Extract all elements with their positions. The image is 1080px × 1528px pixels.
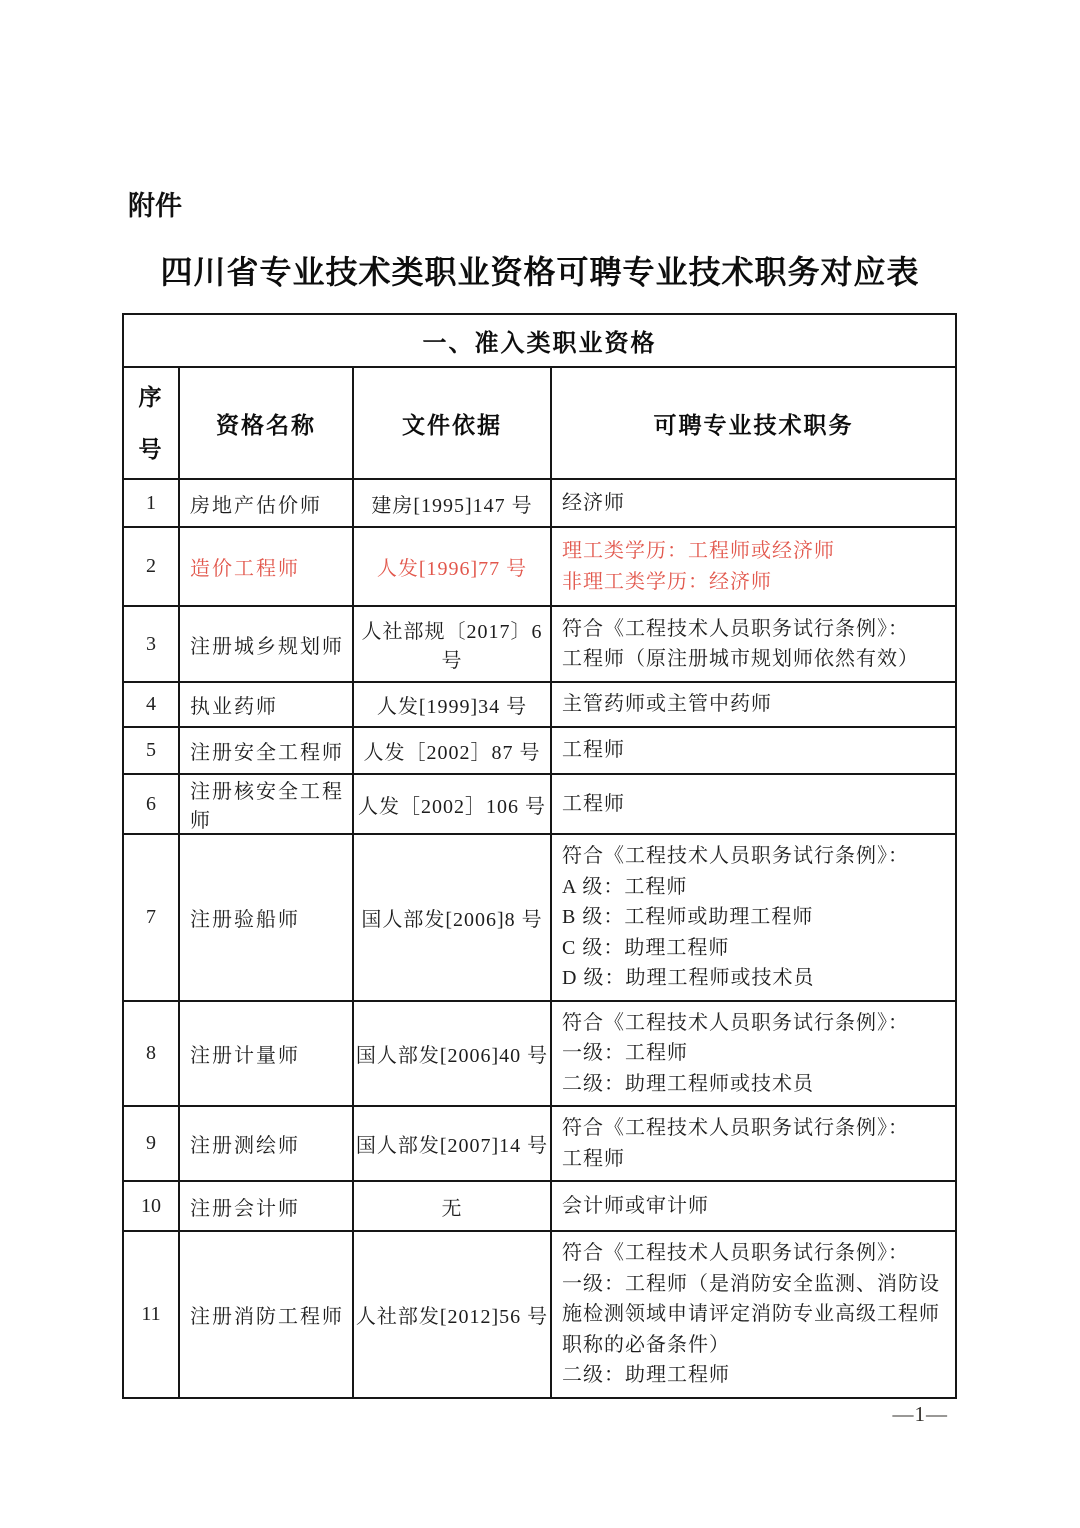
positions-cell xyxy=(551,479,956,527)
column-header-basis: 文件依据 xyxy=(353,367,551,479)
qualification-name-cell: 注册验船师 xyxy=(179,834,353,1001)
position-line: A 级：工程师 xyxy=(562,875,688,898)
document-basis-cell: 人发［2002］106 号 xyxy=(353,774,551,834)
document-basis-cell: 国人部发[2007]14 号 xyxy=(353,1106,551,1181)
position-line: 主管药师或主管中药师 xyxy=(562,693,772,716)
table-row xyxy=(123,774,956,834)
table-row xyxy=(123,834,956,1001)
column-header-no-line2: 号 xyxy=(138,436,164,462)
position-line: 符合《工程技术人员职务试行条例》： xyxy=(562,1117,909,1139)
positions-cell xyxy=(551,527,956,606)
qualification-table xyxy=(122,313,957,1399)
table-head xyxy=(123,314,956,479)
row-number-cell: 8 xyxy=(123,1001,179,1107)
row-number-cell: 11 xyxy=(123,1231,179,1398)
positions-cell xyxy=(551,727,956,774)
document-basis-cell: 人社部发[2012]56 号 xyxy=(353,1231,551,1398)
position-line: 符合《工程技术人员职务试行条例》： xyxy=(562,1011,909,1034)
document-basis-cell: 人发[1996]77 号 xyxy=(353,527,551,606)
table-row xyxy=(123,606,956,682)
position-line: 二级：助理工程师或技术员 xyxy=(562,1072,814,1095)
positions-cell xyxy=(551,1001,956,1107)
qualification-name-cell: 注册测绘师 xyxy=(179,1106,353,1181)
qualification-name-cell: 造价工程师 xyxy=(179,527,353,606)
position-line: 工程师 xyxy=(562,792,625,815)
section-title-row xyxy=(123,314,956,367)
row-number-cell: 10 xyxy=(123,1181,179,1231)
row-number-cell: 7 xyxy=(123,834,179,1001)
qualification-name-cell: 房地产估价师 xyxy=(179,479,353,527)
table-row xyxy=(123,1106,956,1181)
attachment-label: 附件 xyxy=(128,191,182,221)
table-body xyxy=(123,479,956,1398)
table-row xyxy=(123,1001,956,1107)
positions-cell xyxy=(551,1181,956,1231)
qualification-name-cell: 注册消防工程师 xyxy=(179,1231,353,1398)
column-header-name: 资格名称 xyxy=(179,367,353,479)
column-header-row xyxy=(123,367,956,479)
positions-cell xyxy=(551,606,956,682)
positions-cell xyxy=(551,774,956,834)
positions-cell xyxy=(551,1231,956,1398)
position-line: C 级：助理工程师 xyxy=(562,936,730,959)
document-basis-cell: 无 xyxy=(353,1181,551,1231)
position-line: 非理工类学历：经济师 xyxy=(562,570,772,593)
table-section-title: 一、准入类职业资格 xyxy=(123,314,956,367)
position-line: 符合《工程技术人员职务试行条例》： xyxy=(562,617,909,640)
qualification-name-cell: 注册会计师 xyxy=(179,1181,353,1231)
document-title: 四川省专业技术类职业资格可聘专业技术职务对应表 xyxy=(160,254,920,290)
document-basis-cell: 人发［2002］87 号 xyxy=(353,727,551,774)
position-line: 一级：工程师 xyxy=(562,1042,688,1064)
row-number-cell: 3 xyxy=(123,606,179,682)
qualification-name-cell: 注册安全工程师 xyxy=(179,727,353,774)
position-line: 二级：助理工程师 xyxy=(562,1364,730,1386)
position-line: 会计师或审计师 xyxy=(562,1194,709,1217)
positions-cell xyxy=(551,1106,956,1181)
document-basis-cell: 国人部发[2006]8 号 xyxy=(353,834,551,1001)
position-line: 符合《工程技术人员职务试行条例》： xyxy=(562,845,909,867)
table-row xyxy=(123,1231,956,1398)
position-line: 工程师 xyxy=(562,739,625,762)
document-basis-cell: 人社部规〔2017〕6 号 xyxy=(353,606,551,682)
positions-cell xyxy=(551,682,956,727)
row-number-cell: 4 xyxy=(123,682,179,727)
row-number-cell: 2 xyxy=(123,527,179,606)
position-line: 工程师（原注册城市规划师依然有效） xyxy=(562,648,919,670)
column-header-positions: 可聘专业技术职务 xyxy=(551,367,956,479)
position-line: 经济师 xyxy=(562,491,625,514)
table-row xyxy=(123,527,956,606)
position-line: D 级：助理工程师或技术员 xyxy=(562,967,815,989)
table-row xyxy=(123,1181,956,1231)
page-number: —1— xyxy=(892,1402,948,1426)
column-header-no xyxy=(123,367,179,479)
qualification-name-cell: 注册核安全工程师 xyxy=(179,774,353,834)
column-header-no-line1: 序 xyxy=(138,384,164,410)
qualification-name-cell: 注册计量师 xyxy=(179,1001,353,1107)
table-row xyxy=(123,682,956,727)
position-line: 工程师 xyxy=(562,1147,625,1170)
qualification-name-cell: 执业药师 xyxy=(179,682,353,727)
table-row xyxy=(123,479,956,527)
table-row xyxy=(123,727,956,774)
row-number-cell: 9 xyxy=(123,1106,179,1181)
document-basis-cell: 人发[1999]34 号 xyxy=(353,682,551,727)
position-line: 一级：工程师（是消防安全监测、消防设施检测领域申请评定消防专业高级工程师职称的必备条件） xyxy=(562,1272,940,1356)
row-number-cell: 1 xyxy=(123,479,179,527)
qualification-name-cell: 注册城乡规划师 xyxy=(179,606,353,682)
row-number-cell: 6 xyxy=(123,774,179,834)
position-line: 符合《工程技术人员职务试行条例》： xyxy=(562,1242,909,1264)
document-basis-cell: 国人部发[2006]40 号 xyxy=(353,1001,551,1107)
position-line: 理工类学历：工程师或经济师 xyxy=(562,540,835,562)
document-basis-cell: 建房[1995]147 号 xyxy=(353,479,551,527)
position-line: B 级：工程师或助理工程师 xyxy=(562,906,814,928)
positions-cell xyxy=(551,834,956,1001)
row-number-cell: 5 xyxy=(123,727,179,774)
